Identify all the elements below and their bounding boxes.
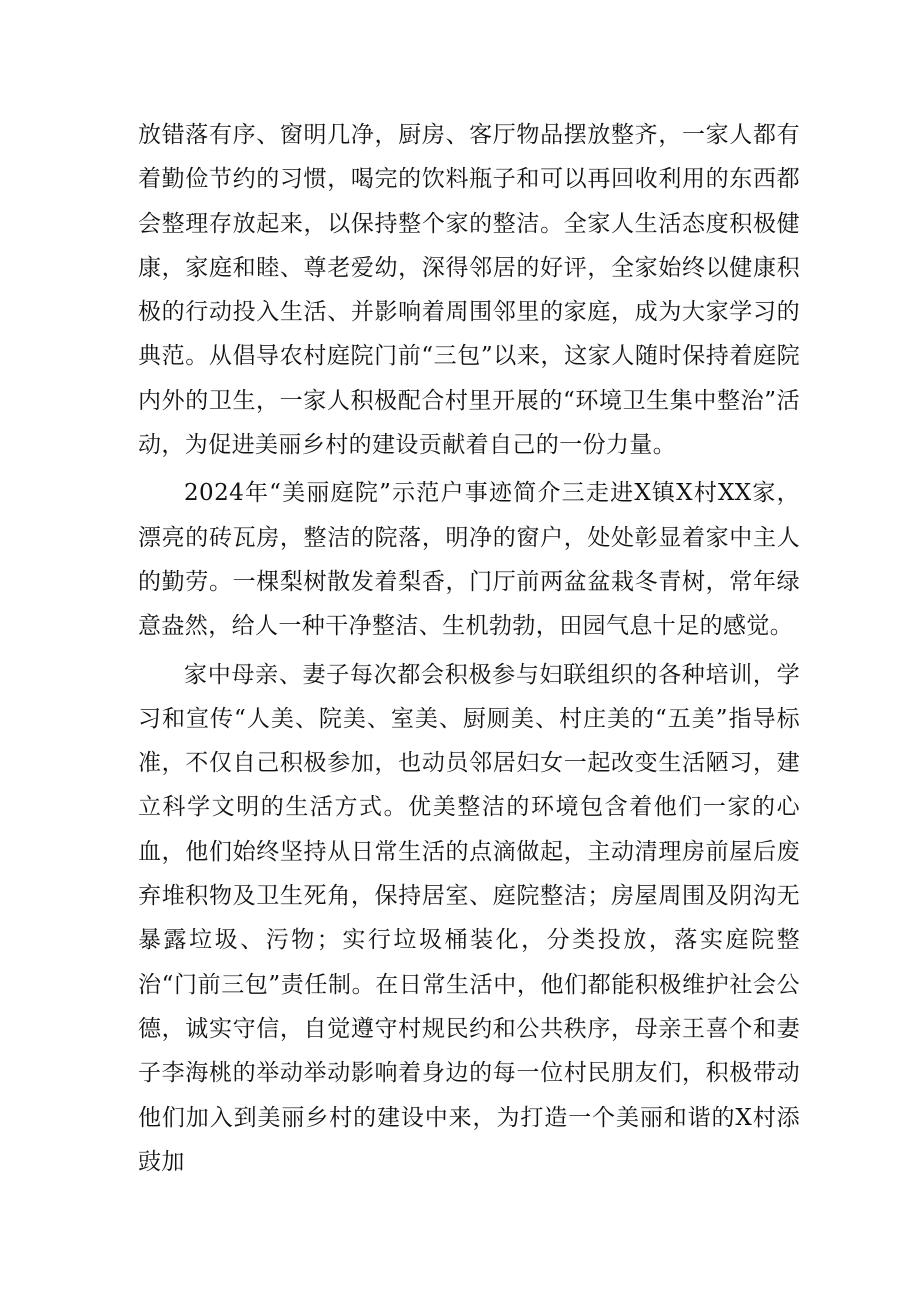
paragraph-family-activities: 家中母亲、妻子每次都会积极参与妇联组织的各种培训，学习和宣传“人美、院美、室美、厨厕美、村庄美的“五美”指导标准，不仅自己积极参加，也动员邻居妇女一起改变生活陋习，建立科学文明的生活方式。优美整洁的环境包含着他们一家的心血，他们始终坚持从日常生活的点滴做起，主动清理房前屋后废弃堆积物及卫生死角，保持居室、庭院整洁；房屋周围及阴沟无暴露垃圾、污物；实行垃圾桶装化，分类投放，落实庭院整治“门前三包”责任制。在日常生活中，他们都能积极维护社会公德，诚实守信，自觉遵守村规民约和公共秩序，母亲王喜个和妻子李海桃的举动举动影响着身边的每一位村民朋友们，积极带动他们加入到美丽乡村的建设中来，为打造一个美丽和谐的X村添豉加 <box>138 661 800 1175</box>
document-body <box>138 113 800 1184</box>
paragraph-continuation: 放错落有序、窗明几净，厨房、客厅物品摆放整齐，一家人都有着勤俭节约的习惯，喝完的饮料瓶子和可以再回收利用的东西都会整理存放起来，以保持整个家的整洁。全家人生活态度积极健康，家庭和睦、尊老爱幼，深得邻居的好评，全家始终以健康积极的行动投入生活、并影响着周围邻里的家庭，成为大家学习的典范。从倡导农村庭院门前“三包”以来，这家人随时保持着庭院内外的卫生，一家人积极配合村里开展的“环境卫生集中整治”活动，为促进美丽乡村的建设贡献着自己的一份力量。 <box>138 122 800 459</box>
paragraph-model-household-intro: 2024年“美丽庭院”示范户事迹简介三走进X镇X村XX家，漂亮的砖瓦房，整洁的院落，明净的窗户，处处彰显着家中主人的勤劳。一棵梨树散发着梨香，门厅前两盆盆栽冬青树，常年绿意盎然，给人一种干净整洁、生机勃勃，田园气息十足的感觉。 <box>138 480 800 640</box>
